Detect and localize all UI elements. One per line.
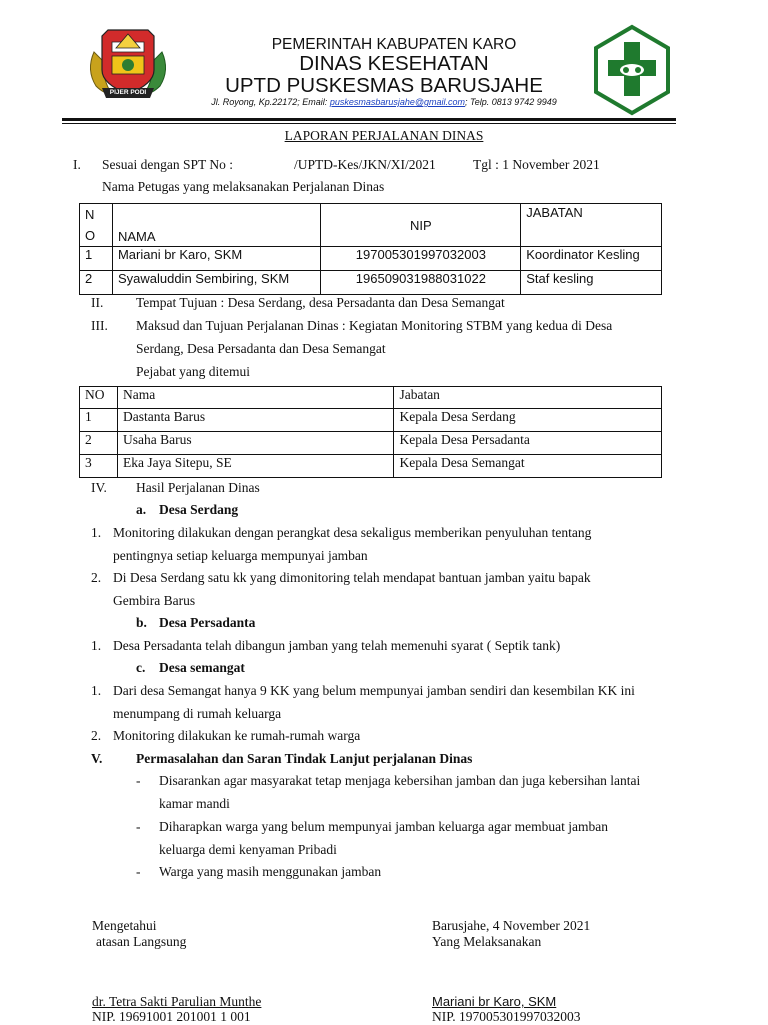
header-name: NAMA (112, 204, 321, 247)
bullet-dash: - (136, 819, 141, 834)
table-row (80, 455, 662, 478)
header-government: PEMERINTAH KABUPATEN KARO (271, 36, 517, 53)
subsection-c-label: c. (136, 660, 146, 675)
results-title: Hasil Perjalanan Dinas (136, 480, 260, 495)
subsection-a-label: a. (136, 502, 147, 517)
purpose-text-1: Maksud dan Tujuan Perjalanan Dinas : Kegiatan Monitoring STBM yang kedua di Desa (136, 318, 613, 333)
cell-name: Eka Jaya Sitepu, SE (117, 455, 393, 478)
officials-met-label: Pejabat yang ditemui (136, 364, 250, 379)
cell-no: 1 (80, 409, 118, 432)
section-2-number: II. (91, 295, 104, 310)
list-item-text-cont: menumpang di rumah keluarga (113, 706, 282, 721)
list-item-text-cont: Gembira Barus (113, 593, 196, 608)
bullet-dash: - (136, 864, 141, 879)
table-row (80, 271, 662, 295)
signature-right-name: Mariani br Karo, SKM (432, 994, 557, 1009)
cell-no: 2 (80, 432, 118, 455)
spt-label: Sesuai dengan SPT No : (102, 157, 233, 172)
section-1-number: I. (73, 157, 81, 172)
cell-name: Mariani br Karo, SKM (112, 247, 321, 271)
cell-jabatan: Kepala Desa Serdang (394, 409, 662, 432)
header-nip: NIP (321, 204, 521, 247)
page-title: LAPORAN PERJALANAN DINAS (284, 128, 484, 143)
header-divider-thin (62, 123, 676, 124)
signature-right-date: Barusjahe, 4 November 2021 (432, 918, 591, 933)
bullet-text: Warga yang masih menggunakan jamban (159, 864, 382, 879)
header-divider-thick (62, 118, 676, 121)
officers-table-header (80, 204, 662, 247)
officials-table (79, 386, 662, 478)
cell-no: 3 (80, 455, 118, 478)
list-item-text: Monitoring dilakukan ke rumah-rumah warga (113, 728, 361, 743)
cell-no: 2 (80, 271, 113, 295)
bullet-text: Diharapkan warga yang belum mempunyai jamban keluarga agar membuat jamban (159, 819, 608, 834)
address-suffix: ; Telp. 0813 9742 9949 (465, 97, 557, 107)
cell-jabatan: Staf kesling (521, 271, 662, 295)
signature-right-nip: NIP. 197005301997032003 (432, 1009, 581, 1024)
list-item-text-cont: pentingnya setiap keluarga mempunyai jamban (113, 548, 368, 563)
signature-left-nip: NIP. 19691001 201001 1 001 (92, 1009, 251, 1024)
cell-name: Dastanta Barus (117, 409, 393, 432)
email-link[interactable]: puskesmasbarusjahe@gmail.com (329, 97, 466, 107)
section-4-number: IV. (91, 480, 107, 495)
section-5-number: V. (91, 751, 103, 766)
cell-jabatan: Koordinator Kesling (521, 247, 662, 271)
bullet-text: Disarankan agar masyarakat tetap menjaga kebersihan jamban dan juga kebersihan lantai (159, 773, 641, 788)
signature-right-label: Yang Melaksanakan (432, 934, 542, 949)
header-name: Nama (117, 387, 393, 409)
cell-name: Syawaluddin Sembiring, SKM (112, 271, 321, 295)
header-department: DINAS KESEHATAN (299, 52, 489, 75)
cell-jabatan: Kepala Desa Persadanta (394, 432, 662, 455)
bullet-text-cont: keluarga demi kenyaman Pribadi (159, 842, 337, 857)
list-item-number: 1. (91, 525, 102, 540)
spt-date: Tgl : 1 November 2021 (473, 157, 600, 172)
list-item-number: 2. (91, 728, 102, 743)
table-row (80, 432, 662, 455)
cell-nip: 196509031988031022 (321, 271, 521, 295)
cell-name: Usaha Barus (117, 432, 393, 455)
logo-motto: PIJER PODI (109, 89, 147, 96)
list-item-text: Monitoring dilakukan dengan perangkat desa sekaligus memberikan penyuluhan tentang (113, 525, 592, 540)
cell-jabatan: Kepala Desa Semangat (394, 455, 662, 478)
table-row (80, 409, 662, 432)
subsection-b-title: Desa Persadanta (159, 615, 256, 630)
purpose-text-2: Serdang, Desa Persadanta dan Desa Semangat (136, 341, 386, 356)
address-prefix: Jl. Royong, Kp.22172; Email: (211, 97, 330, 107)
officials-table-header (80, 387, 662, 409)
list-item-text: Di Desa Serdang satu kk yang dimonitoring telah mendapat bantuan jamban yaitu bapak (113, 570, 591, 585)
signature-left-name: dr. Tetra Sakti Parulian Munthe (92, 994, 262, 1009)
table-row (80, 247, 662, 271)
subsection-b-label: b. (136, 615, 147, 630)
subsection-a-title: Desa Serdang (159, 502, 239, 517)
recommendations-title: Permasalahan dan Saran Tindak Lanjut perjalanan Dinas (136, 751, 473, 766)
bullet-dash: - (136, 773, 141, 788)
list-item-number: 1. (91, 638, 102, 653)
signature-left-label-2: atasan Langsung (96, 934, 187, 949)
header-jabatan: Jabatan (394, 387, 662, 409)
subsection-c-title: Desa semangat (159, 660, 245, 675)
cell-nip: 197005301997032003 (321, 247, 521, 271)
header-jabatan: JABATAN (521, 204, 662, 247)
cell-no: 1 (80, 247, 113, 271)
destination-text: Tempat Tujuan : Desa Serdang, desa Persadanta dan Desa Semangat (136, 295, 505, 310)
section-3-number: III. (91, 318, 108, 333)
header-no: N O (80, 204, 113, 247)
list-item-text: Dari desa Semangat hanya 9 KK yang belum mempunyai jamban sendiri dan kesembilan KK ini (113, 683, 635, 698)
signature-left-label-1: Mengetahui (92, 918, 157, 933)
officers-table (79, 203, 662, 295)
header-institution: UPTD PUSKESMAS BARUSJAHE (225, 74, 543, 97)
bullet-text-cont: kamar mandi (159, 796, 230, 811)
header-address (0, 97, 768, 107)
officers-label: Nama Petugas yang melaksanakan Perjalanan Dinas (102, 179, 385, 194)
list-item-text: Desa Persadanta telah dibangun jamban yang telah memenuhi syarat ( Septik tank) (113, 638, 561, 653)
list-item-number: 2. (91, 570, 102, 585)
spt-number: /UPTD-Kes/JKN/XI/2021 (294, 157, 436, 172)
header-no: NO (80, 387, 118, 409)
list-item-number: 1. (91, 683, 102, 698)
